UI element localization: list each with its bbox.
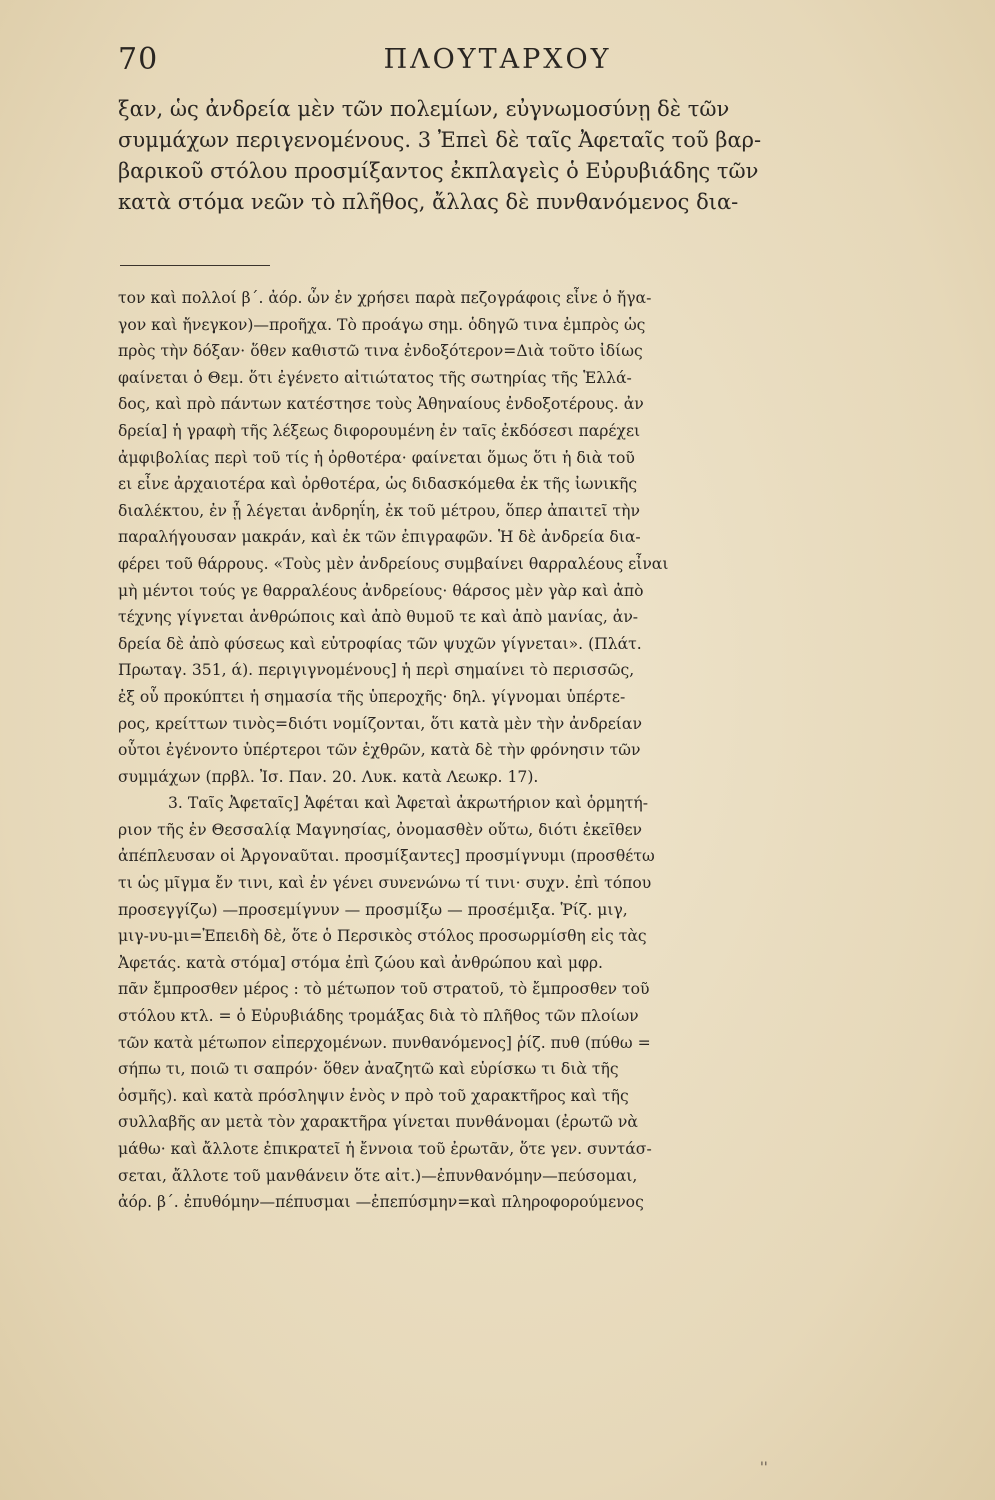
main-line: βαρικοῦ στόλου προσμίξαντος ἐκπλαγεὶς ὁ Εὐρυβιάδης τῶν [118, 159, 759, 183]
main-line: ξαν, ὡς ἀνδρεία μὲν τῶν πολεμίων, εὐγνωμοσύνῃ δὲ τῶν [118, 97, 730, 121]
running-title: ΠΛΟΥΤΑΡΧΟΥ [383, 44, 612, 75]
note-line: ριον τῆς ἐν Θεσσαλίᾳ Μαγνησίας, ὀνομασθὲν οὕτω, διότι ἐκεῖθεν [118, 820, 643, 839]
commentary-notes [118, 285, 893, 1216]
note-line: Ἀφετάς. κατὰ στόμα] στόμα ἐπὶ ζώου καὶ ἀνθρώπου καὶ μφρ. [118, 953, 604, 972]
note-line: μιγ-νυ-μι=Ἐπειδὴ δὲ, ὅτε ὁ Περσικὸς στόλος προσωρμίσθη εἰς τὰς [118, 927, 647, 946]
note-line: δρεία δὲ ἀπὸ φύσεως καὶ εὐτροφίας τῶν ψυχῶν γίγνεται». (Πλάτ. [118, 634, 642, 653]
note-line: διαλέκτου, ἐν ᾗ λέγεται ἀνδρηΐη, ἐκ τοῦ μέτρου, ὅπερ ἀπαιτεῖ τὴν [118, 501, 640, 520]
note-line: τέχνης γίγνεται ἀνθρώποις καὶ ἀπὸ θυμοῦ τε καὶ ἀπὸ μανίας, ἀν- [118, 608, 639, 627]
note-line: τῶν κατὰ μέτωπον εἰπερχομένων. πυνθανόμενος] ῥίζ. πυθ (πύθω = [118, 1033, 651, 1052]
note-line: στόλου κτλ. = ὁ Εὐρυβιάδης τρομάξας διὰ τὸ πλῆθος τῶν πλοίων [118, 1007, 639, 1026]
note-line: ρος, κρείττων τινὸς=διότι νομίζονται, ὅτι κατὰ μὲν τὴν ἀνδρείαν [118, 714, 642, 733]
page-number: 70 [118, 42, 159, 77]
note-line: πρὸς τὴν δόξαν· ὅθεν καθιστῶ τινα ἐνδοξότερον=Διὰ τοῦτο ἰδίως [118, 342, 643, 361]
note-line: μὴ μέντοι τούς γε θαρραλέους ἀνδρείους· θάρσος μὲν γὰρ καὶ ἀπὸ [118, 581, 644, 600]
main-line: συμμάχων περιγενομένους. 3 Ἐπεὶ δὲ ταῖς Ἀφεταῖς τοῦ βαρ- [118, 128, 762, 152]
note-line: πᾶν ἔμπροσθεν μέρος : τὸ μέτωπον τοῦ στρατοῦ, τὸ ἔμπροσθεν τοῦ [118, 980, 650, 999]
footnote-divider [120, 265, 270, 266]
note-line: προσεγγίζω) —προσεμίγνυν — προσμίξω — προσέμιξα. Ῥίζ. μιγ, [118, 900, 628, 919]
note-line: ἀμφιβολίας περὶ τοῦ τίς ἡ ὀρθοτέρα· φαίνεται ὅμως ὅτι ἡ διὰ τοῦ [118, 448, 635, 467]
note-line: δρεία] ἡ γραφὴ τῆς λέξεως διφορουμένη ἐν ταῖς ἐκδόσεσι παρέχει [118, 421, 641, 440]
note-line: ει εἶνε ἀρχαιοτέρα καὶ ὀρθοτέρα, ὡς διδασκόμεθα ἐκ τῆς ἰωνικῆς [118, 475, 638, 494]
page-header [0, 38, 995, 88]
note-line: φέρει τοῦ θάρρους. «Τοὺς μὲν ἀνδρείους συμβαίνει θαρραλέους εἶναι [118, 554, 669, 573]
note-line: μάθω· καὶ ἄλλοτε ἐπικρατεῖ ἡ ἔννοια τοῦ ἐρωτᾶν, ὅτε γεν. συντάσ- [118, 1140, 652, 1158]
note-line: Πρωταγ. 351, ά). περιγιγνομένους] ἡ περὶ σημαίνει τὸ περισσῶς, [118, 661, 635, 680]
note-line: οὗτοι ἐγένοντο ὑπέρτεροι τῶν ἐχθρῶν, κατὰ δὲ τὴν φρόνησιν τῶν [118, 741, 641, 760]
note-line: τον καὶ πολλοί β΄. ἀόρ. ὧν ἐν χρήσει παρὰ πεζογράφοις εἶνε ὁ ἤγα- [118, 289, 652, 307]
note-line: ὀσμῆς). καὶ κατὰ πρόσληψιν ἑνὸς ν πρὸ τοῦ χαρακτῆρος καὶ τῆς [118, 1086, 629, 1105]
bottom-mark: '' [760, 1460, 768, 1476]
main-text [118, 94, 888, 218]
note-line: παραλήγουσαν μακράν, καὶ ἐκ τῶν ἐπιγραφῶν. Ἡ δὲ ἀνδρεία δια- [118, 528, 641, 547]
note-line: συμμάχων (πρβλ. Ἰσ. Παν. 20. Λυκ. κατὰ Λεωκρ. 17). [118, 767, 539, 786]
note-line: σήπω τι, ποιῶ τι σαπρόν· ὅθεν ἀναζητῶ καὶ εὑρίσκω τι διὰ τῆς [118, 1060, 619, 1079]
note-line: ἀπέπλευσαν οἱ Ἀργοναῦται. προσμίξαντες] προσμίγνυμι (προσθέτω [118, 847, 655, 866]
note-line: ἀόρ. β΄. ἐπυθόμην—πέπυσμαι —ἐπεπύσμην=καὶ πληροφορούμενος [118, 1193, 644, 1212]
note-line: γον καὶ ἤνεγκον)—προῆχα. Τὸ προάγω σημ. ὁδηγῶ τινα ἐμπρὸς ὡς [118, 315, 646, 334]
main-line: κατὰ στόμα νεῶν τὸ πλῆθος, ἄλλας δὲ πυνθανόμενος δια- [118, 190, 739, 214]
note-line: δος, καὶ πρὸ πάντων κατέστησε τοὺς Ἀθηναίους ἐνδοξοτέρους. ἀν [118, 395, 644, 414]
note-line: τι ὡς μῖγμα ἔν τινι, καὶ ἐν γένει συνενώνω τί τινι· συχν. ἐπὶ τόπου [118, 874, 652, 893]
note-line: ἐξ οὗ προκύπτει ἡ σημασία τῆς ὑπεροχῆς· δηλ. γίγνομαι ὑπέρτε- [118, 687, 626, 706]
note-line: 3. Ταῖς Ἀφεταῖς] Ἀφέται καὶ Ἀφεταὶ ἀκρωτήριον καὶ ὁρμητή- [168, 794, 649, 813]
note-line: συλλαβῆς αν μετὰ τὸν χαρακτῆρα γίνεται πυνθάνομαι (ἐρωτῶ νὰ [118, 1113, 638, 1132]
note-line: σεται, ἄλλοτε τοῦ μανθάνειν ὅτε αἰτ.)—ἐπυνθανόμην—πεύσομαι, [118, 1166, 638, 1185]
note-line: φαίνεται ὁ Θεμ. ὅτι ἐγένετο αἰτιώτατος τῆς σωτηρίας τῆς Ἑλλά- [118, 368, 632, 387]
